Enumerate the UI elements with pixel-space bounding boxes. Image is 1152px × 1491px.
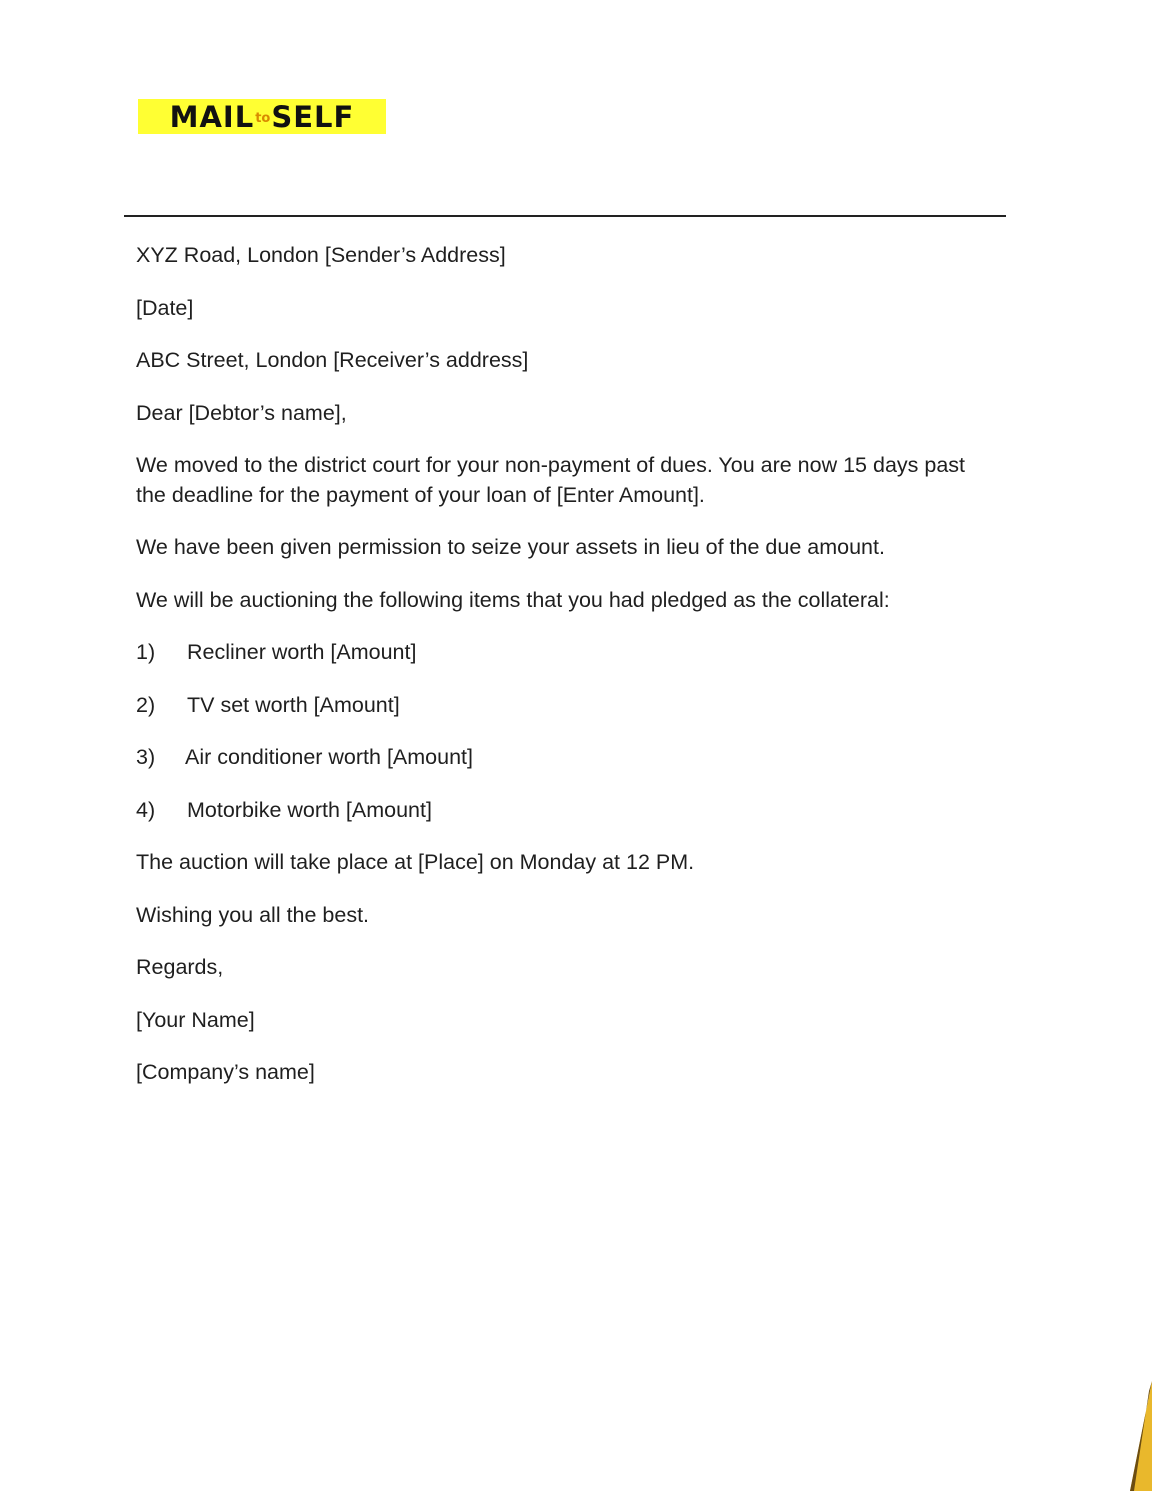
list-item-text: Motorbike worth [Amount] [187, 798, 432, 822]
list-item-text: Recliner worth [Amount] [187, 640, 417, 664]
auction-details: The auction will take place at [Place] on Monday at 12 PM. [136, 850, 695, 874]
mailtoself-logo [138, 99, 386, 134]
logo-to-text: to [255, 111, 271, 126]
logo-self-text: SELF [271, 99, 355, 134]
list-item-number: 2) [136, 693, 156, 717]
logo-mail-text: MAIL [169, 99, 255, 134]
list-item-text: TV set worth [Amount] [187, 693, 400, 717]
wishing-line: Wishing you all the best. [136, 903, 370, 927]
closing-regards: Regards, [136, 955, 224, 979]
signature-company: [Company’s name] [136, 1060, 315, 1084]
corner-decoration [1122, 1381, 1152, 1491]
letter-date: [Date] [136, 296, 194, 320]
paragraph-auction-items: We will be auctioning the following items that you had pledged as the collateral: [136, 588, 890, 612]
salutation: Dear [Debtor’s name], [136, 401, 347, 425]
list-item-number: 3) [136, 745, 156, 769]
list-item-number: 4) [136, 798, 156, 822]
header-divider [124, 215, 1006, 217]
paragraph-court-line-1: We moved to the district court for your non-payment of dues. You are now 15 days past [136, 453, 966, 477]
list-item-number: 1) [136, 640, 156, 664]
receiver-address: ABC Street, London [Receiver’s address] [136, 348, 529, 372]
sender-address: XYZ Road, London [Sender’s Address] [136, 243, 506, 267]
list-item-text: Air conditioner worth [Amount] [185, 745, 473, 769]
signature-name: [Your Name] [136, 1008, 255, 1032]
paragraph-court-line-2: the deadline for the payment of your loan of [Enter Amount]. [136, 483, 705, 507]
paragraph-permission: We have been given permission to seize your assets in lieu of the due amount. [136, 535, 885, 559]
